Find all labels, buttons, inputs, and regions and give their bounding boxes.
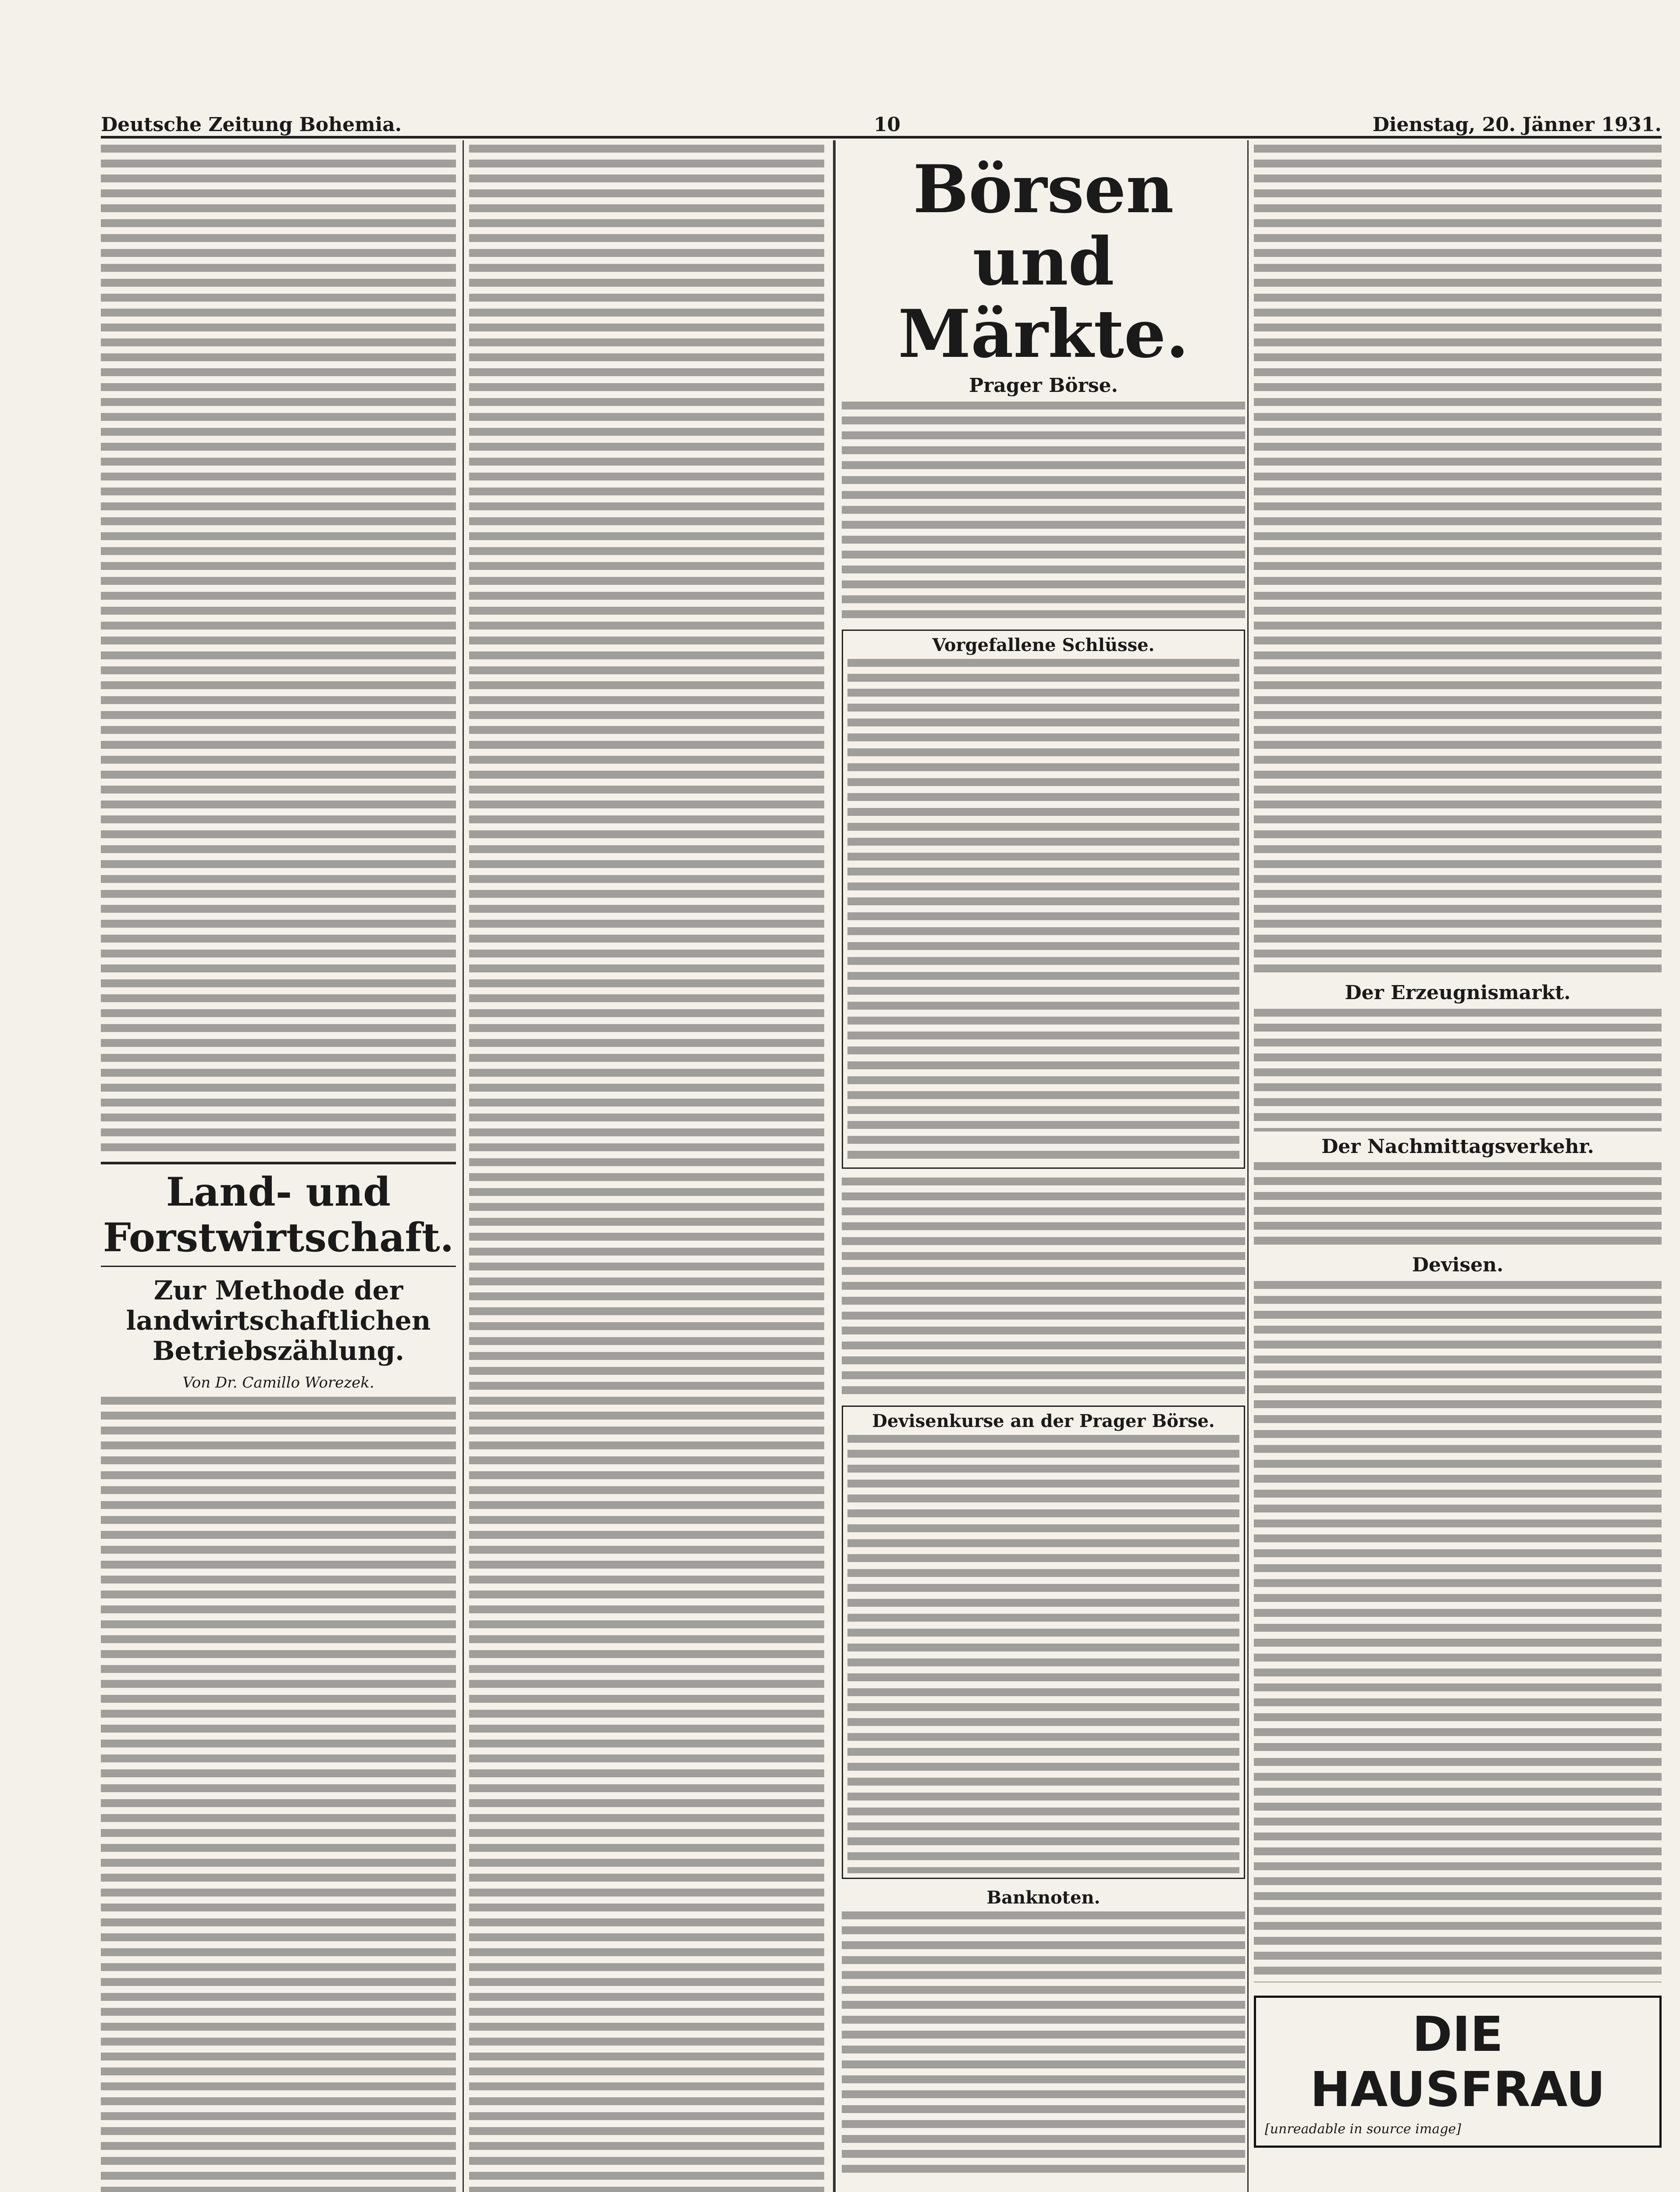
unreadable-text-block (1254, 1281, 1662, 1982)
unreadable-text-block (842, 1178, 1245, 1397)
agriculture-section-title: Land- und Forstwirtschaft. (101, 1162, 456, 1267)
unreadable-text-block (469, 145, 824, 2192)
unreadable-text-block (842, 402, 1245, 621)
trades-table-heading: Vorgefallene Schlüsse. (932, 634, 1155, 655)
column-divider (463, 140, 464, 2192)
unreadable-text-block (842, 1911, 1245, 2174)
column-3 (842, 145, 1245, 2192)
newspaper-name: Deutsche Zeitung Bohemia. (101, 114, 402, 136)
issue-date: Dienstag, 20. Jänner 1931. (1372, 114, 1662, 136)
advertisement-text: [unreadable in source image] (1265, 2121, 1461, 2137)
banknotes-heading: Banknoten. (986, 1887, 1100, 1908)
column-divider (1247, 140, 1249, 2192)
agriculture-article-title: Zur Methode der landwirtschaftlichen Betriebszählung. (126, 1275, 431, 1366)
unreadable-table-rows (847, 1435, 1239, 1873)
column-1 (101, 145, 456, 2192)
advertisement (1254, 1996, 1662, 2148)
afternoon-trading-heading: Der Nachmittagsverkehr. (1321, 1135, 1594, 1158)
column-4 (1254, 145, 1662, 2192)
page-header (101, 110, 1662, 139)
exchange-rate-table-heading: Devisenkurse an der Prager Börse. (872, 1410, 1215, 1431)
agriculture-byline: Von Dr. Camillo Worezek. (182, 1374, 374, 1391)
unreadable-table-rows (847, 659, 1239, 1163)
trades-table (842, 630, 1245, 1169)
advertisement-title: DIE HAUSFRAU (1310, 2006, 1605, 2118)
column-2 (469, 145, 824, 2192)
prague-exchange-heading: Prager Börse. (969, 374, 1118, 397)
unreadable-text-block (1254, 145, 1662, 978)
markets-title: Börsen und Märkte. (898, 151, 1189, 373)
unreadable-text-block (101, 145, 456, 1153)
exchange-rate-table (842, 1406, 1245, 1879)
unreadable-text-block (1254, 1009, 1662, 1132)
page-number: 10 (873, 114, 901, 136)
column-divider (833, 140, 836, 2192)
produce-market-heading: Der Erzeugnismarkt. (1345, 982, 1571, 1004)
unreadable-text-block (101, 1397, 456, 2192)
currencies-heading: Devisen. (1412, 1254, 1504, 1277)
unreadable-text-block (1254, 1162, 1662, 1250)
